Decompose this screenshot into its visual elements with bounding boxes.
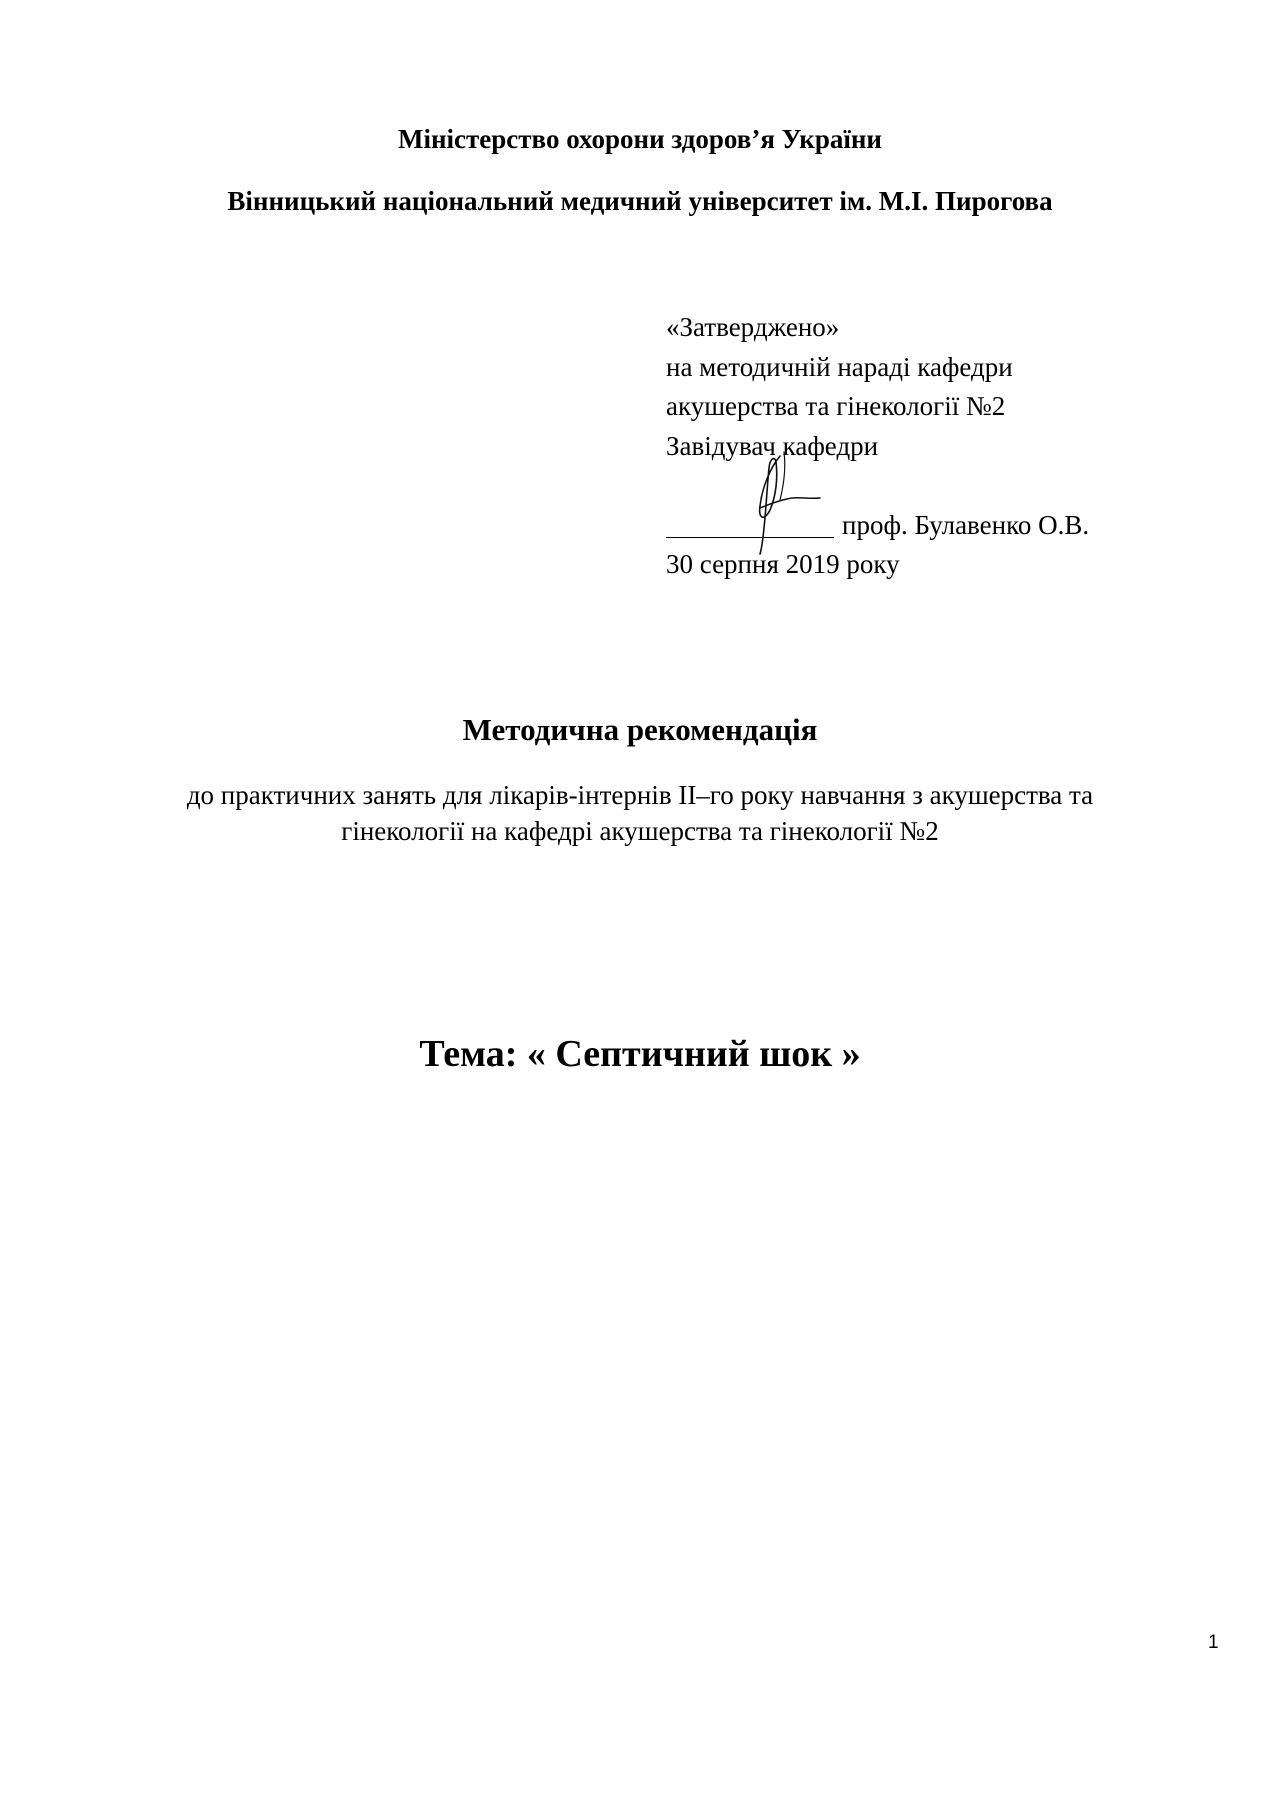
document-subtitle-line-2: гінекології на кафедрі акушерства та гінекології №2: [341, 816, 939, 846]
approval-stamp: «Затверджено»: [666, 312, 840, 342]
approval-date: 30 серпня 2019 року: [666, 549, 900, 579]
ministry-heading: Міністерство охорони здоров’я України: [398, 124, 882, 154]
approval-spacer: [666, 466, 1089, 506]
university-heading: Вінницький національний медичний університет ім. М.І. Пирогова: [227, 186, 1053, 216]
document-subtitle-line-1: до практичних занять для лікарів-інтернів ІІ–го року навчання з акушерства та: [186, 780, 1094, 810]
approval-line-3: Завідувач кафедри: [666, 430, 879, 461]
approval-block: [666, 308, 1089, 585]
page-number: 1: [1208, 1632, 1219, 1653]
signatory-name: проф. Булавенко О.В.: [842, 509, 1090, 540]
approval-line-1: на методичній нараді кафедри: [666, 351, 1013, 382]
document-title: Методична рекомендація: [462, 712, 818, 747]
approval-line-2: акушерства та гінекології №2: [666, 391, 1006, 421]
topic-heading: Тема: « Септичний шок »: [419, 1033, 861, 1075]
handwritten-signature: [740, 448, 830, 558]
signature-line: [666, 506, 1089, 546]
